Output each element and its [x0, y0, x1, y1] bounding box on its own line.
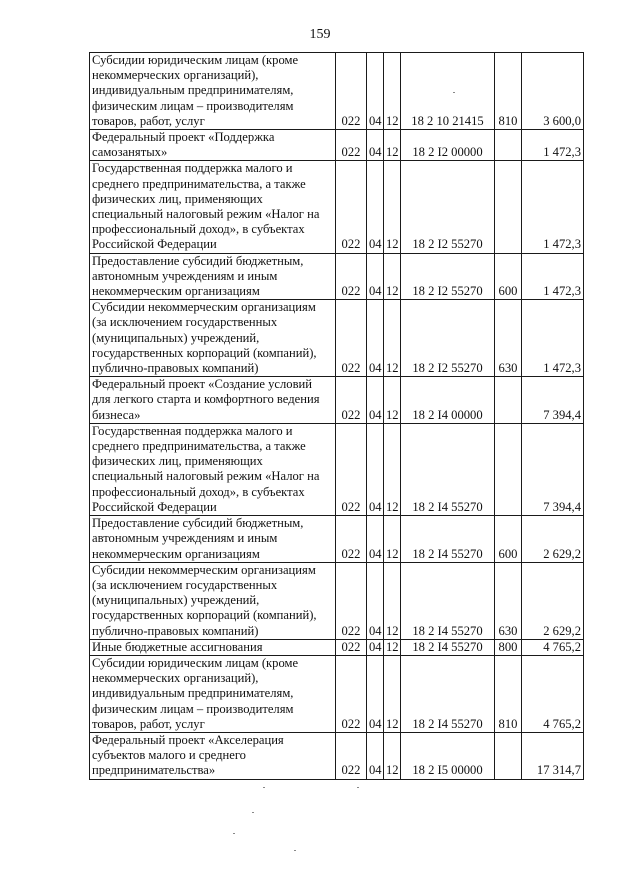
- row-expense-type-code: [495, 130, 522, 161]
- row-ministry-code: 022: [336, 639, 367, 655]
- row-amount: 17 314,7: [522, 732, 584, 779]
- scan-speck: [294, 850, 296, 851]
- row-name: Государственная поддержка малого и среднего предпринимательства, а также физических лиц, применяющих специальный налоговый режим «Налог на профессиональный доход», в субъектах Российской Федерации: [90, 161, 336, 253]
- row-ministry-code: 022: [336, 161, 367, 253]
- row-ministry-code: 022: [336, 130, 367, 161]
- row-target-article-code: 18 2 I5 00000: [401, 732, 495, 779]
- row-name: Предоставление субсидий бюджетным, автономным учреждениям и иным некоммерческим организациям: [90, 253, 336, 300]
- row-section-code: 04: [367, 377, 384, 424]
- row-target-article-code: 18 2 I4 55270: [401, 655, 495, 732]
- row-subsection-code: 12: [384, 639, 401, 655]
- row-expense-type-code: [495, 732, 522, 779]
- scan-speck: [453, 92, 455, 93]
- row-amount: 2 629,2: [522, 516, 584, 563]
- table-row: [90, 732, 584, 779]
- row-section-code: 04: [367, 253, 384, 300]
- row-name: Субсидии юридическим лицам (кроме некоммерческих организаций), индивидуальным предпринимателям, физическим лицам – производителям товаров, работ, услуг: [90, 655, 336, 732]
- row-subsection-code: 12: [384, 130, 401, 161]
- row-expense-type-code: 800: [495, 639, 522, 655]
- row-name: Иные бюджетные ассигнования: [90, 639, 336, 655]
- row-target-article-code: 18 2 I4 55270: [401, 423, 495, 515]
- row-subsection-code: 12: [384, 562, 401, 639]
- row-name: Субсидии некоммерческим организациям (за исключением государственных (муниципальных) учреждений, государственных корпораций (компаний), публично-правовых компаний): [90, 562, 336, 639]
- row-amount: 4 765,2: [522, 639, 584, 655]
- row-expense-type-code: [495, 377, 522, 424]
- row-amount: 1 472,3: [522, 253, 584, 300]
- row-expense-type-code: 810: [495, 53, 522, 130]
- row-expense-type-code: 600: [495, 253, 522, 300]
- row-target-article-code: 18 2 I2 55270: [401, 161, 495, 253]
- row-section-code: 04: [367, 562, 384, 639]
- row-amount: 1 472,3: [522, 130, 584, 161]
- row-target-article-code: 18 2 I2 00000: [401, 130, 495, 161]
- row-name: Федеральный проект «Создание условий для легкого старта и комфортного ведения бизнеса»: [90, 377, 336, 424]
- row-section-code: 04: [367, 516, 384, 563]
- row-subsection-code: 12: [384, 423, 401, 515]
- row-subsection-code: 12: [384, 516, 401, 563]
- scan-speck: [233, 833, 235, 834]
- row-name: Федеральный проект «Акселерация субъектов малого и среднего предпринимательства»: [90, 732, 336, 779]
- table-row: [90, 423, 584, 515]
- row-amount: 4 765,2: [522, 655, 584, 732]
- row-amount: 7 394,4: [522, 423, 584, 515]
- row-expense-type-code: 630: [495, 562, 522, 639]
- table-row: [90, 161, 584, 253]
- table-row: [90, 53, 584, 130]
- row-section-code: 04: [367, 161, 384, 253]
- row-target-article-code: 18 2 I4 00000: [401, 377, 495, 424]
- table-row: [90, 562, 584, 639]
- row-subsection-code: 12: [384, 300, 401, 377]
- row-ministry-code: 022: [336, 562, 367, 639]
- row-amount: 1 472,3: [522, 300, 584, 377]
- row-section-code: 04: [367, 130, 384, 161]
- row-ministry-code: 022: [336, 423, 367, 515]
- row-target-article-code: 18 2 I4 55270: [401, 562, 495, 639]
- row-expense-type-code: 810: [495, 655, 522, 732]
- row-ministry-code: 022: [336, 377, 367, 424]
- row-amount: 2 629,2: [522, 562, 584, 639]
- row-name: Федеральный проект «Поддержка самозанятых»: [90, 130, 336, 161]
- row-target-article-code: 18 2 I2 55270: [401, 253, 495, 300]
- row-subsection-code: 12: [384, 377, 401, 424]
- row-name: Субсидии юридическим лицам (кроме некоммерческих организаций), индивидуальным предпринимателям, физическим лицам – производителям товаров, работ, услуг: [90, 53, 336, 130]
- row-name: Субсидии некоммерческим организациям (за исключением государственных (муниципальных) учреждений, государственных корпораций (компаний), публично-правовых компаний): [90, 300, 336, 377]
- scan-speck: [263, 787, 265, 788]
- row-ministry-code: 022: [336, 300, 367, 377]
- row-expense-type-code: 600: [495, 516, 522, 563]
- row-name: Предоставление субсидий бюджетным, автономным учреждениям и иным некоммерческим организациям: [90, 516, 336, 563]
- row-section-code: 04: [367, 732, 384, 779]
- table-row: [90, 300, 584, 377]
- row-section-code: 04: [367, 300, 384, 377]
- row-amount: 1 472,3: [522, 161, 584, 253]
- row-ministry-code: 022: [336, 655, 367, 732]
- row-expense-type-code: [495, 423, 522, 515]
- table-row: [90, 130, 584, 161]
- row-expense-type-code: 630: [495, 300, 522, 377]
- scan-speck: [252, 812, 254, 813]
- row-amount: 7 394,4: [522, 377, 584, 424]
- scan-speck: [357, 787, 359, 788]
- budget-table-body: [90, 53, 584, 780]
- row-target-article-code: 18 2 I4 55270: [401, 516, 495, 563]
- row-section-code: 04: [367, 53, 384, 130]
- row-name: Государственная поддержка малого и среднего предпринимательства, а также физических лиц, применяющих специальный налоговый режим «Налог на профессиональный доход», в субъектах Российской Федерации: [90, 423, 336, 515]
- table-row: [90, 253, 584, 300]
- table-row: [90, 639, 584, 655]
- row-section-code: 04: [367, 655, 384, 732]
- page-number: 159: [309, 27, 331, 42]
- row-ministry-code: 022: [336, 516, 367, 563]
- table-row: [90, 377, 584, 424]
- row-ministry-code: 022: [336, 253, 367, 300]
- row-amount: 3 600,0: [522, 53, 584, 130]
- table-row: [90, 655, 584, 732]
- row-target-article-code: 18 2 I4 55270: [401, 639, 495, 655]
- row-subsection-code: 12: [384, 655, 401, 732]
- budget-table: [89, 52, 584, 780]
- row-subsection-code: 12: [384, 253, 401, 300]
- row-target-article-code: 18 2 I2 55270: [401, 300, 495, 377]
- row-target-article-code: 18 2 10 21415: [401, 53, 495, 130]
- row-section-code: 04: [367, 639, 384, 655]
- table-row: [90, 516, 584, 563]
- row-ministry-code: 022: [336, 53, 367, 130]
- row-expense-type-code: [495, 161, 522, 253]
- row-section-code: 04: [367, 423, 384, 515]
- row-subsection-code: 12: [384, 53, 401, 130]
- row-subsection-code: 12: [384, 161, 401, 253]
- row-ministry-code: 022: [336, 732, 367, 779]
- row-subsection-code: 12: [384, 732, 401, 779]
